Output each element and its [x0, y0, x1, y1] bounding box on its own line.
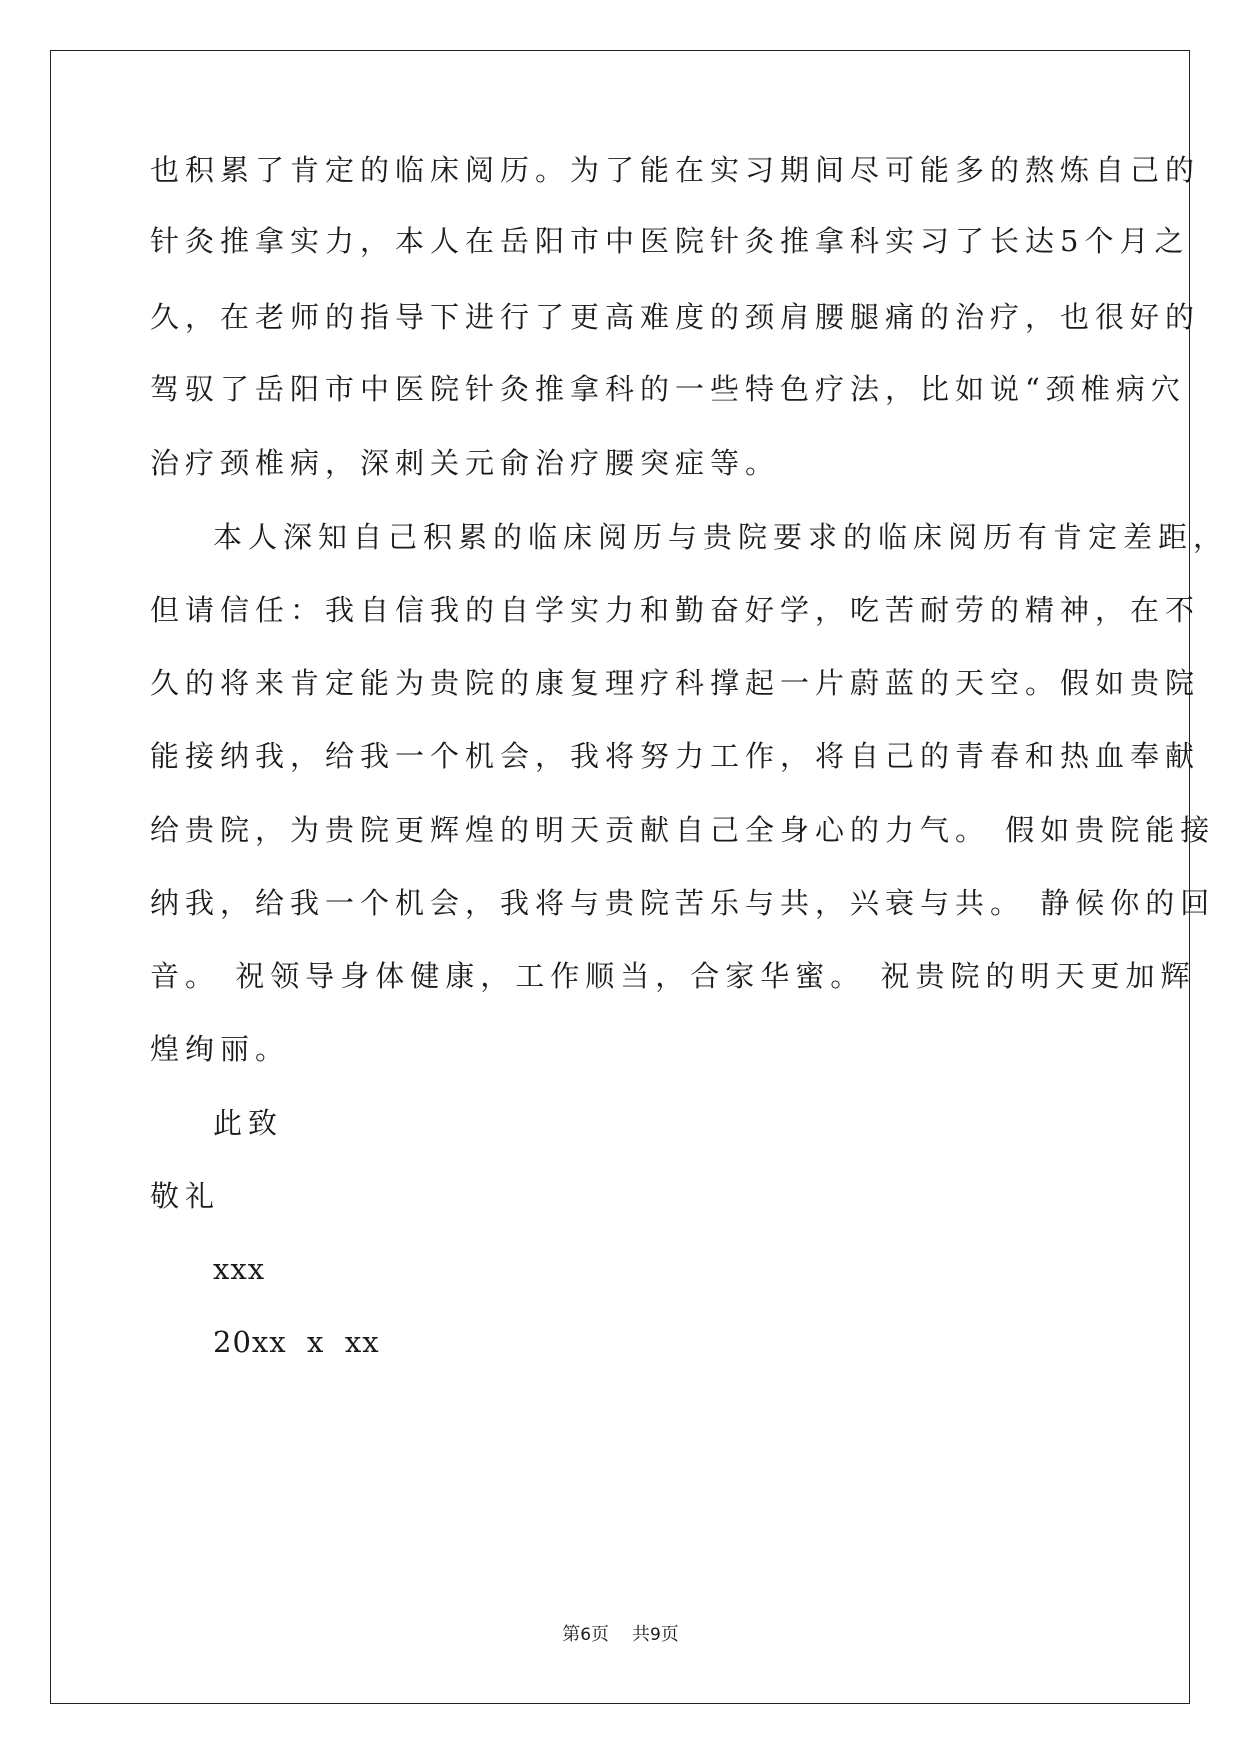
body-line-9: 能接纳我，给我一个机会，我将努力工作，将自己的青春和热血奉献: [150, 739, 1201, 773]
closing-text: 此致: [213, 1106, 284, 1140]
body-line-5: 治疗颈椎病，深刺关元俞治疗腰突症等。: [150, 446, 781, 480]
body-line-13: 煌绚丽。: [150, 1032, 291, 1066]
current-page-number: 6: [580, 1625, 592, 1645]
signature-text: xxx: [213, 1252, 266, 1286]
page-suffix: 页: [591, 1624, 610, 1645]
body-line-11: 纳我，给我一个机会，我将与贵院苦乐与共，兴衰与共。 静候你的回: [150, 886, 1216, 920]
body-line-3: 久，在老师的指导下进行了更高难度的颈肩腰腿痛的治疗，也很好的: [150, 300, 1201, 334]
salutation-text: 敬礼: [150, 1179, 221, 1213]
body-line-8: 久的将来肯定能为贵院的康复理疗科撑起一片蔚蓝的天空。假如贵院: [150, 666, 1201, 700]
page-footer: [0, 1620, 1241, 1646]
body-line-4: 驾驭了岳阳市中医院针灸推拿科的一些特色疗法，比如说“颈椎病穴: [150, 372, 1186, 406]
body-line-10: 给贵院，为贵院更辉煌的明天贡献自己全身心的力气。 假如贵院能接: [150, 813, 1216, 847]
total-pages-number: 9: [649, 1625, 661, 1645]
body-line-7: 但请信任：我自信我的自学实力和勤奋好学，吃苦耐劳的精神，在不: [150, 593, 1201, 627]
body-line-1: 也积累了肯定的临床阅历。为了能在实习期间尽可能多的熬炼自己的: [150, 153, 1201, 187]
body-line-12: 音。 祝领导身体健康，工作顺当，合家华蜜。 祝贵院的明天更加辉: [150, 959, 1196, 993]
body-line-2: 针灸推拿实力，本人在岳阳市中医院针灸推拿科实习了长达5个月之: [150, 224, 1190, 258]
page-prefix: 第: [562, 1624, 581, 1645]
total-prefix: 共: [631, 1624, 650, 1645]
total-suffix: 页: [660, 1624, 679, 1645]
date-text: 20xx x xx: [213, 1325, 380, 1359]
body-line-6: 本人深知自己积累的临床阅历与贵院要求的临床阅历有肯定差距，: [213, 520, 1229, 554]
